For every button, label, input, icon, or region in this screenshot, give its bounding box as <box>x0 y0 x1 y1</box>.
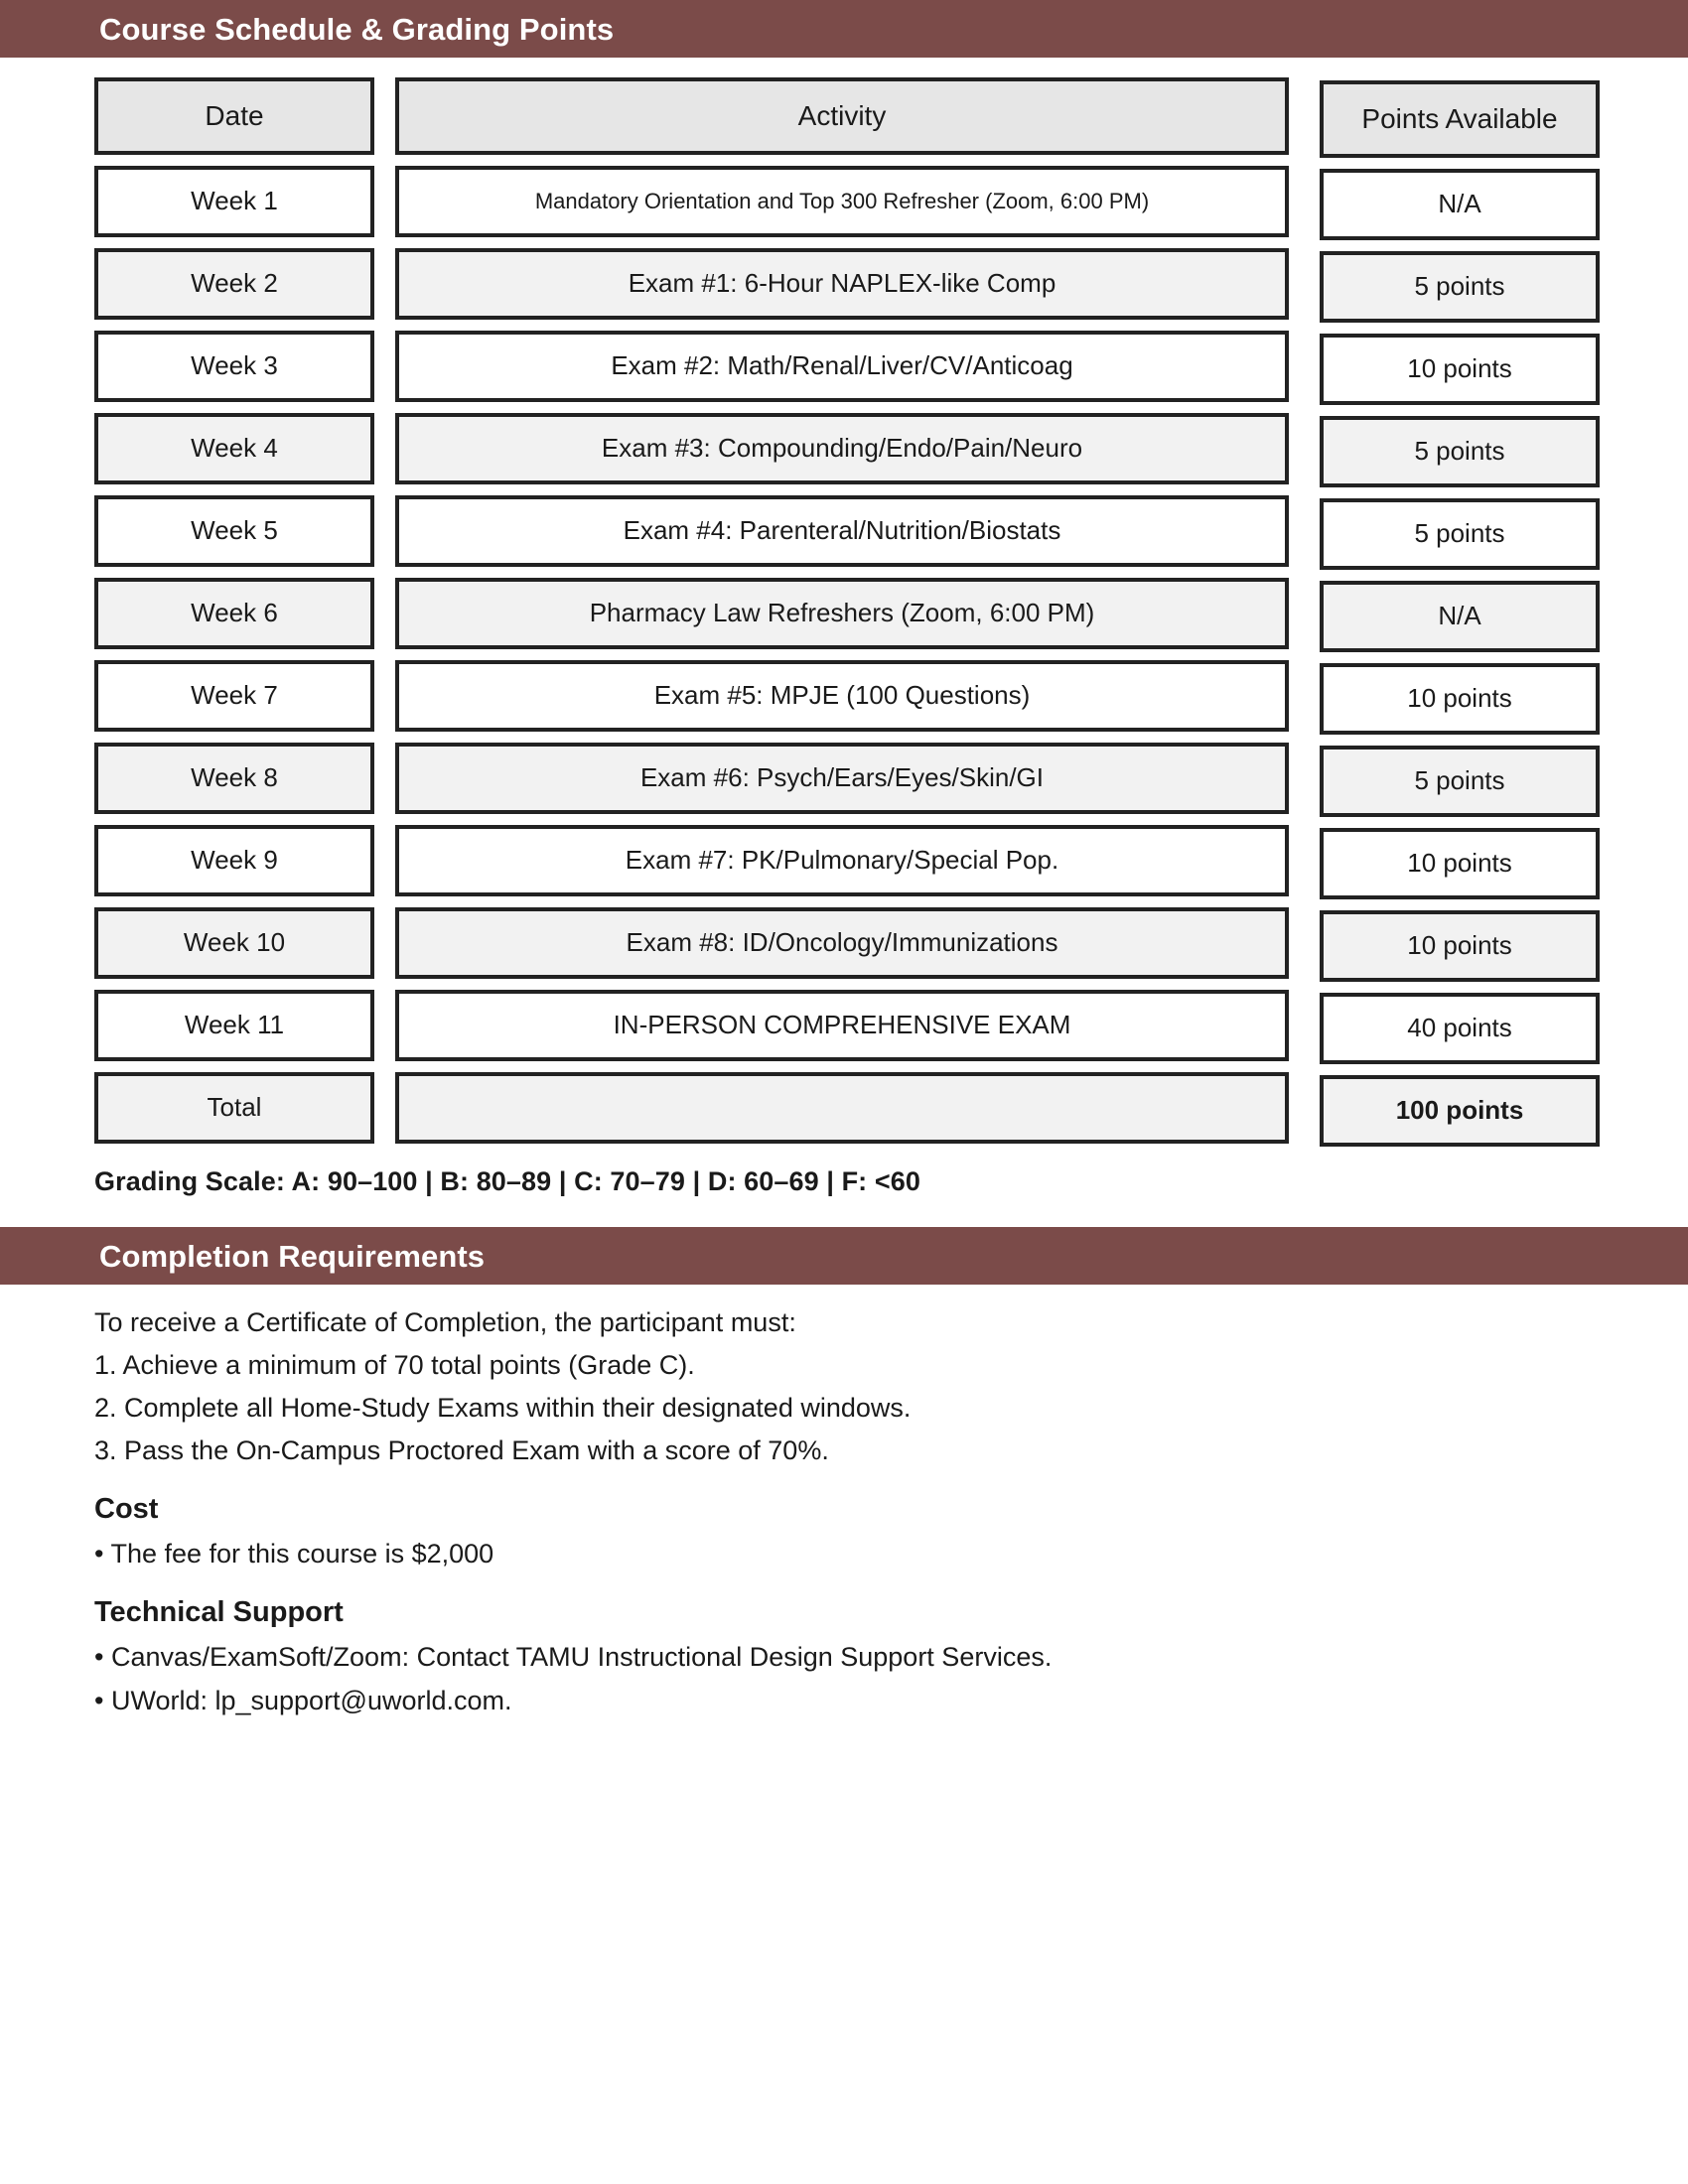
cell-total-label: Total <box>94 1072 374 1144</box>
schedule-section-title: Course Schedule & Grading Points <box>99 11 615 47</box>
cell-points: N/A <box>1320 581 1600 652</box>
cell-points: N/A <box>1320 169 1600 240</box>
cell-date: Week 11 <box>94 990 374 1061</box>
cell-date: Week 5 <box>94 495 374 567</box>
table-header-row <box>94 77 1589 155</box>
table-row <box>94 660 1589 732</box>
cell-points: 10 points <box>1320 663 1600 735</box>
schedule-content <box>0 77 1688 1197</box>
cell-date: Week 10 <box>94 907 374 979</box>
cell-total-activity-empty <box>395 1072 1289 1144</box>
table-row <box>94 578 1589 649</box>
cell-activity: Exam #1: 6-Hour NAPLEX-like Comp <box>395 248 1289 320</box>
table-row <box>94 413 1589 484</box>
cell-activity: Exam #8: ID/Oncology/Immunizations <box>395 907 1289 979</box>
completion-content <box>0 1285 1688 1721</box>
technical-support-heading: Technical Support <box>94 1595 344 1628</box>
cost-heading: Cost <box>94 1493 159 1526</box>
table-row <box>94 248 1589 320</box>
cell-points: 5 points <box>1320 746 1600 817</box>
cost-bullet-1: • The fee for this course is $2,000 <box>94 1539 494 1570</box>
cell-date: Week 9 <box>94 825 374 896</box>
cell-date: Week 4 <box>94 413 374 484</box>
cell-date: Week 2 <box>94 248 374 320</box>
cell-total-points: 100 points <box>1320 1075 1600 1147</box>
cell-activity: Exam #3: Compounding/Endo/Pain/Neuro <box>395 413 1289 484</box>
table-row <box>94 166 1589 237</box>
cell-activity: Exam #4: Parenteral/Nutrition/Biostats <box>395 495 1289 567</box>
cell-date: Week 1 <box>94 166 374 237</box>
cell-activity: Exam #5: MPJE (100 Questions) <box>395 660 1289 732</box>
table-total-row <box>94 1072 1589 1144</box>
requirement-item-3: 3. Pass the On-Campus Proctored Exam with a score of 70%. <box>94 1435 829 1466</box>
table-row <box>94 907 1589 979</box>
requirement-item-1: 1. Achieve a minimum of 70 total points (Grade C). <box>94 1350 695 1381</box>
schedule-section-bar <box>0 0 1688 58</box>
cell-date: Week 6 <box>94 578 374 649</box>
column-header-points: Points Available <box>1320 80 1600 158</box>
cell-date: Week 7 <box>94 660 374 732</box>
table-row <box>94 743 1589 814</box>
completion-section-title: Completion Requirements <box>99 1238 486 1274</box>
cell-activity: Exam #6: Psych/Ears/Eyes/Skin/GI <box>395 743 1289 814</box>
table-row <box>94 331 1589 402</box>
tech-support-bullet-2: • UWorld: lp_support@uworld.com. <box>94 1686 512 1716</box>
table-row <box>94 825 1589 896</box>
cell-activity: Exam #7: PK/Pulmonary/Special Pop. <box>395 825 1289 896</box>
requirement-item-2: 2. Complete all Home-Study Exams within their designated windows. <box>94 1393 912 1424</box>
cell-points: 5 points <box>1320 498 1600 570</box>
cell-points: 5 points <box>1320 251 1600 323</box>
cell-activity: IN-PERSON COMPREHENSIVE EXAM <box>395 990 1289 1061</box>
column-header-date: Date <box>94 77 374 155</box>
cell-date: Week 3 <box>94 331 374 402</box>
grading-scale-line: Grading Scale: A: 90–100 | B: 80–89 | C: 70–79 | D: 60–69 | F: <60 <box>94 1166 920 1196</box>
cell-points: 10 points <box>1320 828 1600 899</box>
table-row <box>94 495 1589 567</box>
cell-points: 5 points <box>1320 416 1600 487</box>
cell-activity: Pharmacy Law Refreshers (Zoom, 6:00 PM) <box>395 578 1289 649</box>
completion-intro: To receive a Certificate of Completion, the participant must: <box>94 1307 796 1337</box>
cell-points: 40 points <box>1320 993 1600 1064</box>
table-row <box>94 990 1589 1061</box>
cell-activity: Mandatory Orientation and Top 300 Refresher (Zoom, 6:00 PM) <box>395 166 1289 237</box>
cell-points: 10 points <box>1320 910 1600 982</box>
course-schedule-table <box>94 77 1589 1144</box>
cell-date: Week 8 <box>94 743 374 814</box>
cell-activity: Exam #2: Math/Renal/Liver/CV/Anticoag <box>395 331 1289 402</box>
column-header-activity: Activity <box>395 77 1289 155</box>
completion-section-bar <box>0 1227 1688 1285</box>
tech-support-bullet-1: • Canvas/ExamSoft/Zoom: Contact TAMU Instructional Design Support Services. <box>94 1641 1053 1672</box>
cell-points: 10 points <box>1320 334 1600 405</box>
